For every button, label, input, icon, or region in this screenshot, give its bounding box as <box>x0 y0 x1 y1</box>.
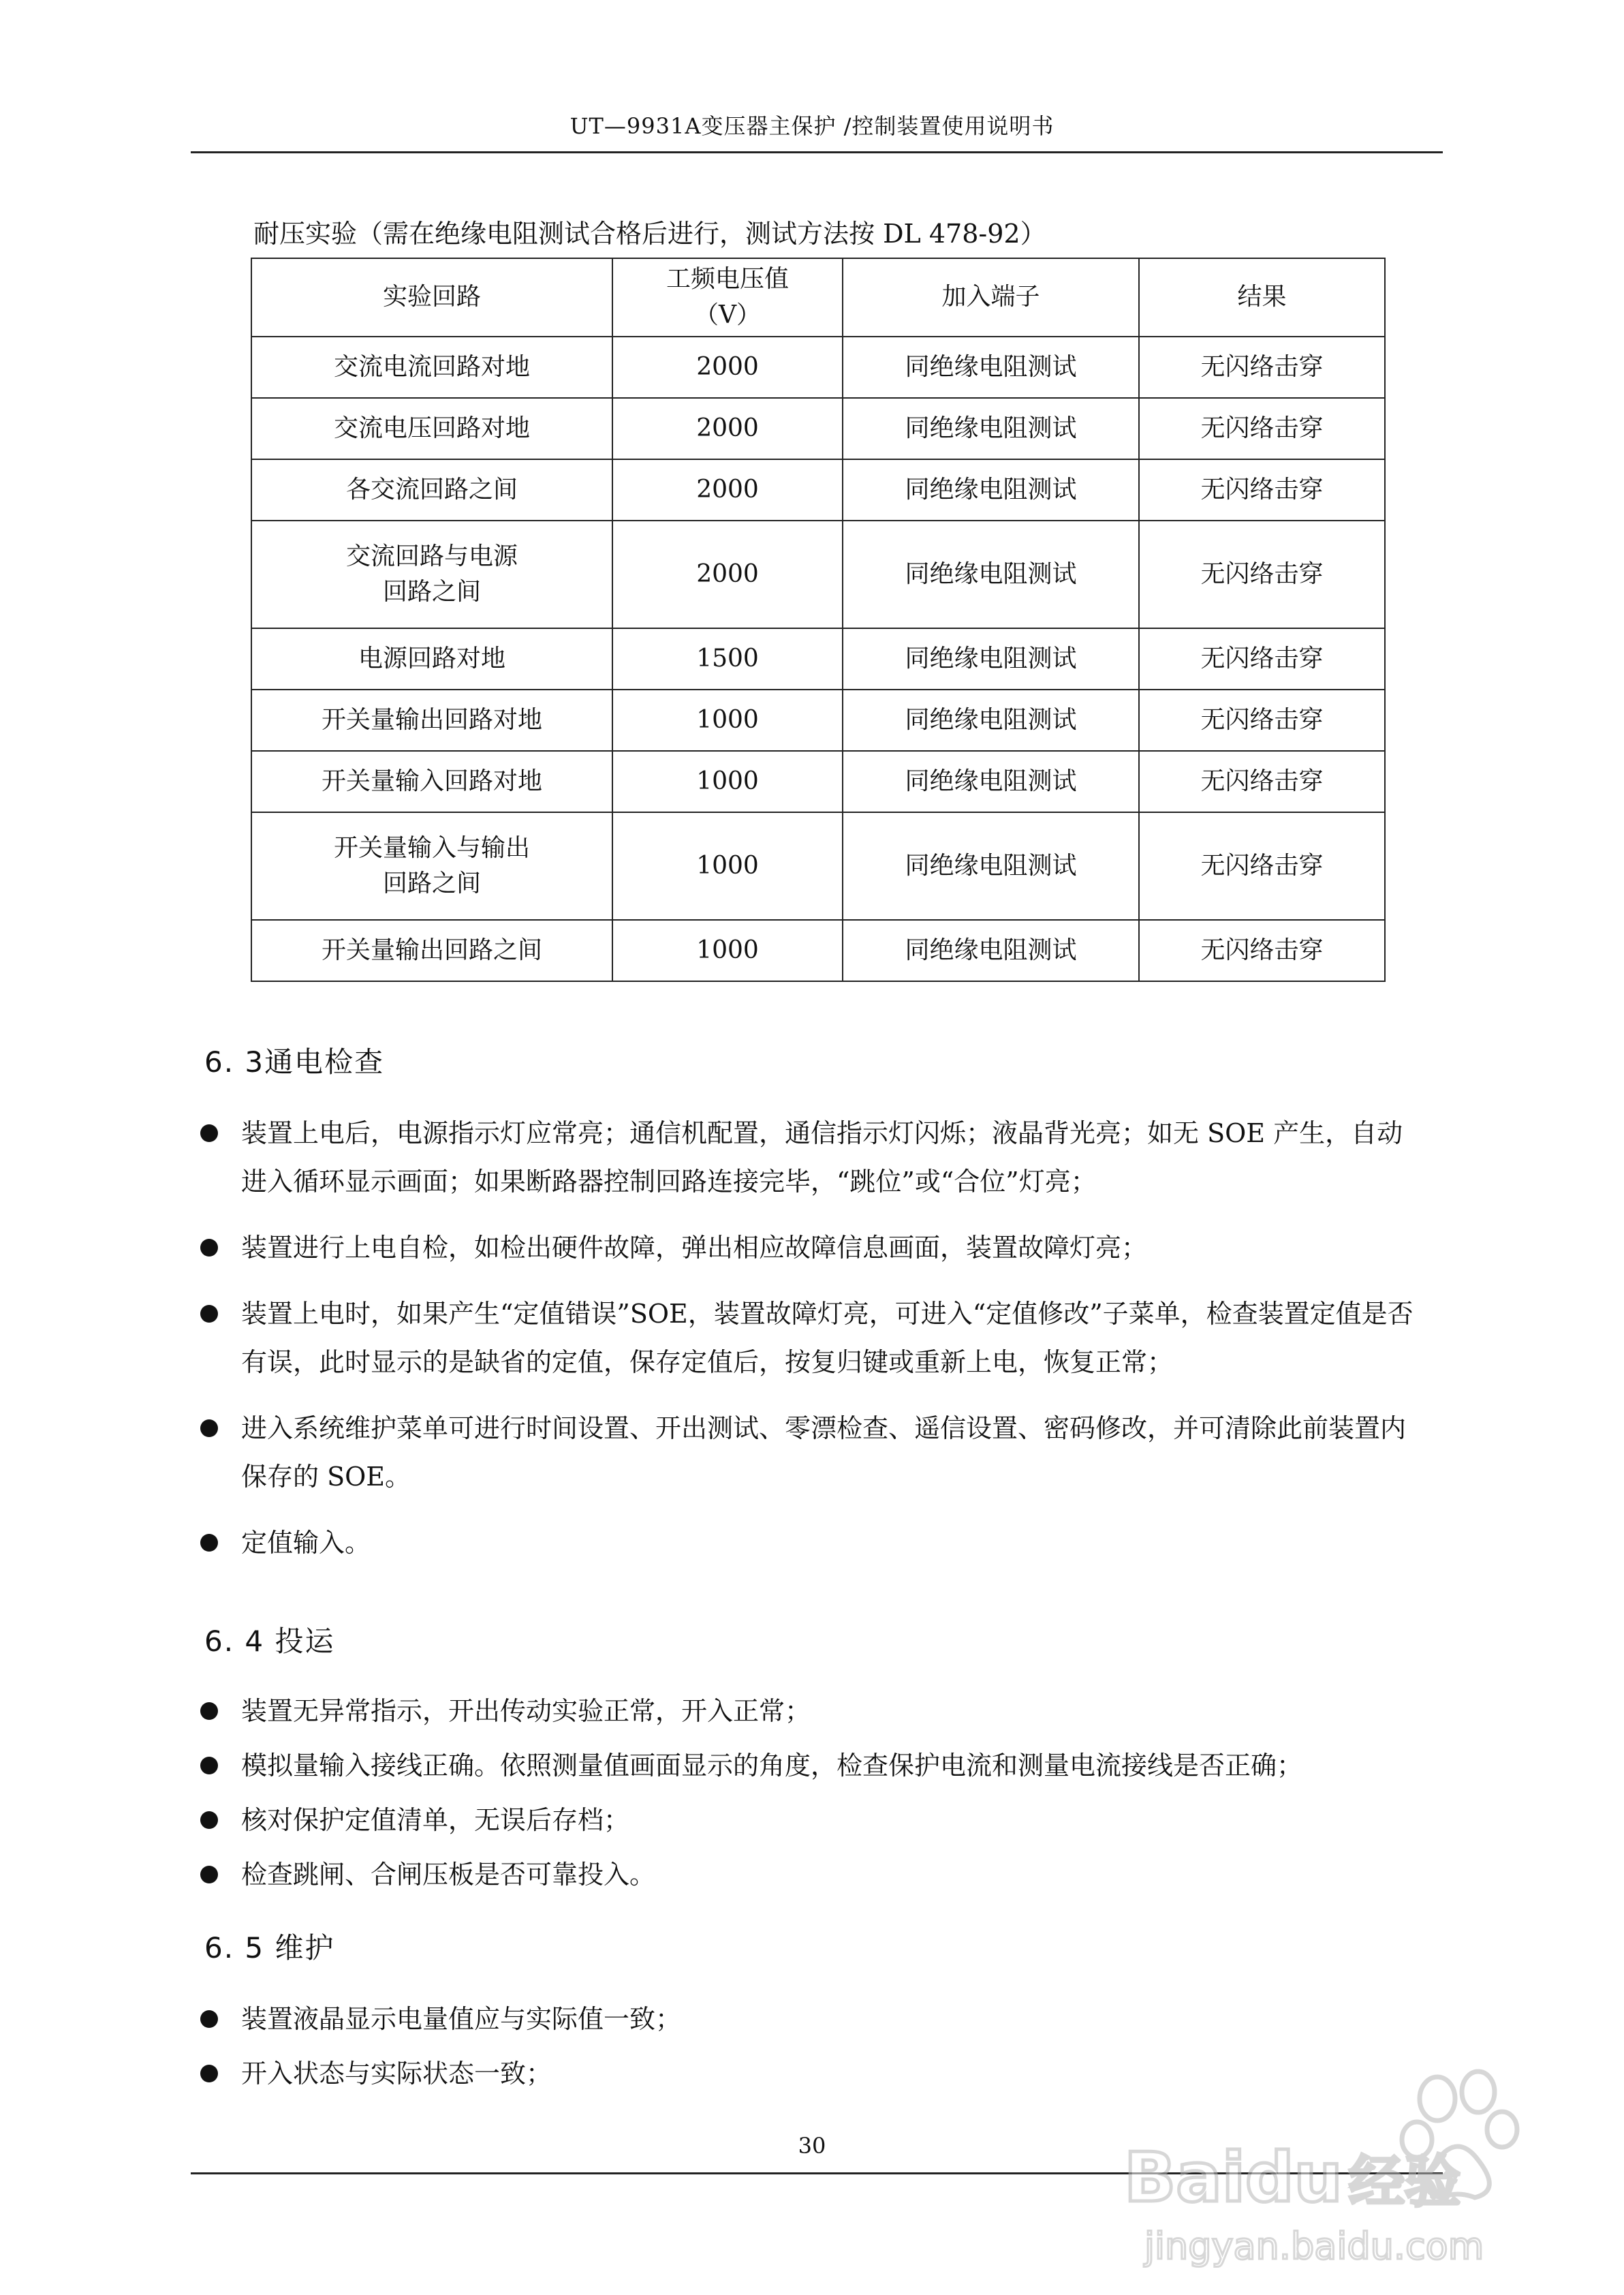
column-header: 结果 <box>1139 258 1385 337</box>
table-cell: 同绝缘电阻测试 <box>843 628 1139 690</box>
table-cell: 1000 <box>612 690 843 751</box>
bullet-icon <box>200 1419 218 1437</box>
table-cell: 同绝缘电阻测试 <box>843 690 1139 751</box>
table-cell: 同绝缘电阻测试 <box>843 459 1139 521</box>
table-cell: 同绝缘电阻测试 <box>843 521 1139 628</box>
table-cell: 1000 <box>612 751 843 812</box>
header-divider <box>191 151 1443 153</box>
withstand-voltage-table <box>251 258 1386 982</box>
watermark-url-text: jingyan.baidu.com <box>1144 2225 1484 2268</box>
list-item <box>198 1290 1417 1387</box>
section-heading-commissioning: 6. 4 投运 <box>204 1624 335 1658</box>
column-header: 加入端子 <box>843 258 1139 337</box>
watermark-brand-cn-text: 经验 <box>1349 2150 1461 2215</box>
table-header-row <box>251 258 1385 337</box>
bullet-icon <box>200 1124 218 1142</box>
commissioning-list <box>198 1687 1417 1899</box>
bullet-icon <box>200 1757 218 1774</box>
table-cell: 2000 <box>612 459 843 521</box>
table-cell: 无闪络击穿 <box>1139 628 1385 690</box>
table-row <box>251 751 1385 812</box>
table-cell: 无闪络击穿 <box>1139 920 1385 981</box>
column-header: 实验回路 <box>251 258 612 337</box>
table-cell: 2000 <box>612 398 843 459</box>
table-row <box>251 628 1385 690</box>
list-item-text: 定值输入。 <box>241 1528 371 1558</box>
table-cell: 2000 <box>612 337 843 398</box>
section-heading-maintenance: 6. 5 维护 <box>204 1931 335 1965</box>
table-cell: 无闪络击穿 <box>1139 690 1385 751</box>
list-item <box>198 1796 1417 1845</box>
list-item-text: 装置上电时，如果产生“定值错误”SOE，装置故障灯亮，可进入“定值修改”子菜单，检查装置定值是否有误，此时显示的是缺省的定值，保存定值后，按复归键或重新上电，恢复正常； <box>241 1299 1414 1377</box>
table-cell: 无闪络击穿 <box>1139 812 1385 920</box>
table-cell: 各交流回路之间 <box>251 459 612 521</box>
list-item <box>198 1224 1417 1272</box>
table-cell: 无闪络击穿 <box>1139 337 1385 398</box>
list-item <box>198 1404 1417 1501</box>
bullet-icon <box>200 1811 218 1829</box>
table-cell: 同绝缘电阻测试 <box>843 751 1139 812</box>
list-item-text: 模拟量输入接线正确。依照测量值画面显示的角度，检查保护电流和测量电流接线是否正确； <box>241 1751 1303 1781</box>
table-cell: 1500 <box>612 628 843 690</box>
table-cell: 开关量输入与输出 回路之间 <box>251 812 612 920</box>
list-item <box>198 1519 1417 1567</box>
bullet-icon <box>200 1534 218 1552</box>
table-cell: 电源回路对地 <box>251 628 612 690</box>
table-cell: 同绝缘电阻测试 <box>843 812 1139 920</box>
table-cell: 无闪络击穿 <box>1139 521 1385 628</box>
list-item-text: 装置无异常指示，开出传动实验正常，开入正常； <box>241 1696 811 1726</box>
list-item-text: 开入状态与实际状态一致； <box>241 2059 552 2089</box>
table-cell: 同绝缘电阻测试 <box>843 920 1139 981</box>
table-row <box>251 521 1385 628</box>
table-cell: 2000 <box>612 521 843 628</box>
bullet-icon <box>200 1239 218 1257</box>
table-cell: 开关量输入回路对地 <box>251 751 612 812</box>
table-row <box>251 812 1385 920</box>
table-row <box>251 337 1385 398</box>
table-cell: 无闪络击穿 <box>1139 398 1385 459</box>
list-item-text: 核对保护定值清单，无误后存档； <box>241 1805 630 1835</box>
section-heading-power-on-check: 6. 3通电检查 <box>204 1045 385 1079</box>
baidu-jingyan-watermark <box>1117 2058 1526 2276</box>
list-item <box>198 1109 1417 1206</box>
table-cell: 1000 <box>612 812 843 920</box>
list-item-text: 装置液晶显示电量值应与实际值一致； <box>241 2004 682 2034</box>
list-item <box>198 1995 1417 2044</box>
table-row <box>251 398 1385 459</box>
list-item-text: 装置上电后，电源指示灯应常亮；通信机配置，通信指示灯闪烁；液晶背光亮；如无 SOE 产生，自动进入循环显示画面；如果断路器控制回路连接完毕，“跳位”或“合位”灯亮； <box>241 1118 1403 1197</box>
list-item <box>198 1742 1417 1790</box>
list-item-text: 进入系统维护菜单可进行时间设置、开出测试、零漂检查、遥信设置、密码修改，并可清除此前装置内保存的 SOE。 <box>241 1413 1407 1492</box>
bullet-icon <box>200 2010 218 2028</box>
page-number: 30 <box>798 2133 826 2159</box>
table-cell: 同绝缘电阻测试 <box>843 398 1139 459</box>
table-cell: 1000 <box>612 920 843 981</box>
table-cell: 交流电压回路对地 <box>251 398 612 459</box>
table-cell: 交流回路与电源 回路之间 <box>251 521 612 628</box>
list-item-text: 装置进行上电自检，如检出硬件故障，弹出相应故障信息画面，装置故障灯亮； <box>241 1233 1148 1263</box>
table-cell: 同绝缘电阻测试 <box>843 337 1139 398</box>
table-cell: 无闪络击穿 <box>1139 459 1385 521</box>
table-cell: 交流电流回路对地 <box>251 337 612 398</box>
table-row <box>251 690 1385 751</box>
table-row <box>251 920 1385 981</box>
bullet-icon <box>200 2065 218 2082</box>
table-cell: 开关量输出回路对地 <box>251 690 612 751</box>
list-item-text: 检查跳闸、合闸压板是否可靠投入。 <box>241 1860 656 1890</box>
power-on-check-list <box>198 1109 1417 1567</box>
bullet-icon <box>200 1305 218 1323</box>
table-row <box>251 459 1385 521</box>
table-caption: 耐压实验（需在绝缘电阻测试合格后进行，测试方法按 DL 478-92） <box>253 219 1046 249</box>
bullet-icon <box>200 1866 218 1883</box>
table-cell: 无闪络击穿 <box>1139 751 1385 812</box>
list-item <box>198 1851 1417 1899</box>
bullet-icon <box>200 1702 218 1720</box>
document-header-title: UT—9931A变压器主保护 /控制装置使用说明书 <box>569 113 1055 139</box>
watermark-brand-text: Baidu <box>1124 2138 1343 2217</box>
list-item <box>198 1687 1417 1736</box>
table-cell: 开关量输出回路之间 <box>251 920 612 981</box>
column-header: 工频电压值 （V） <box>612 258 843 337</box>
